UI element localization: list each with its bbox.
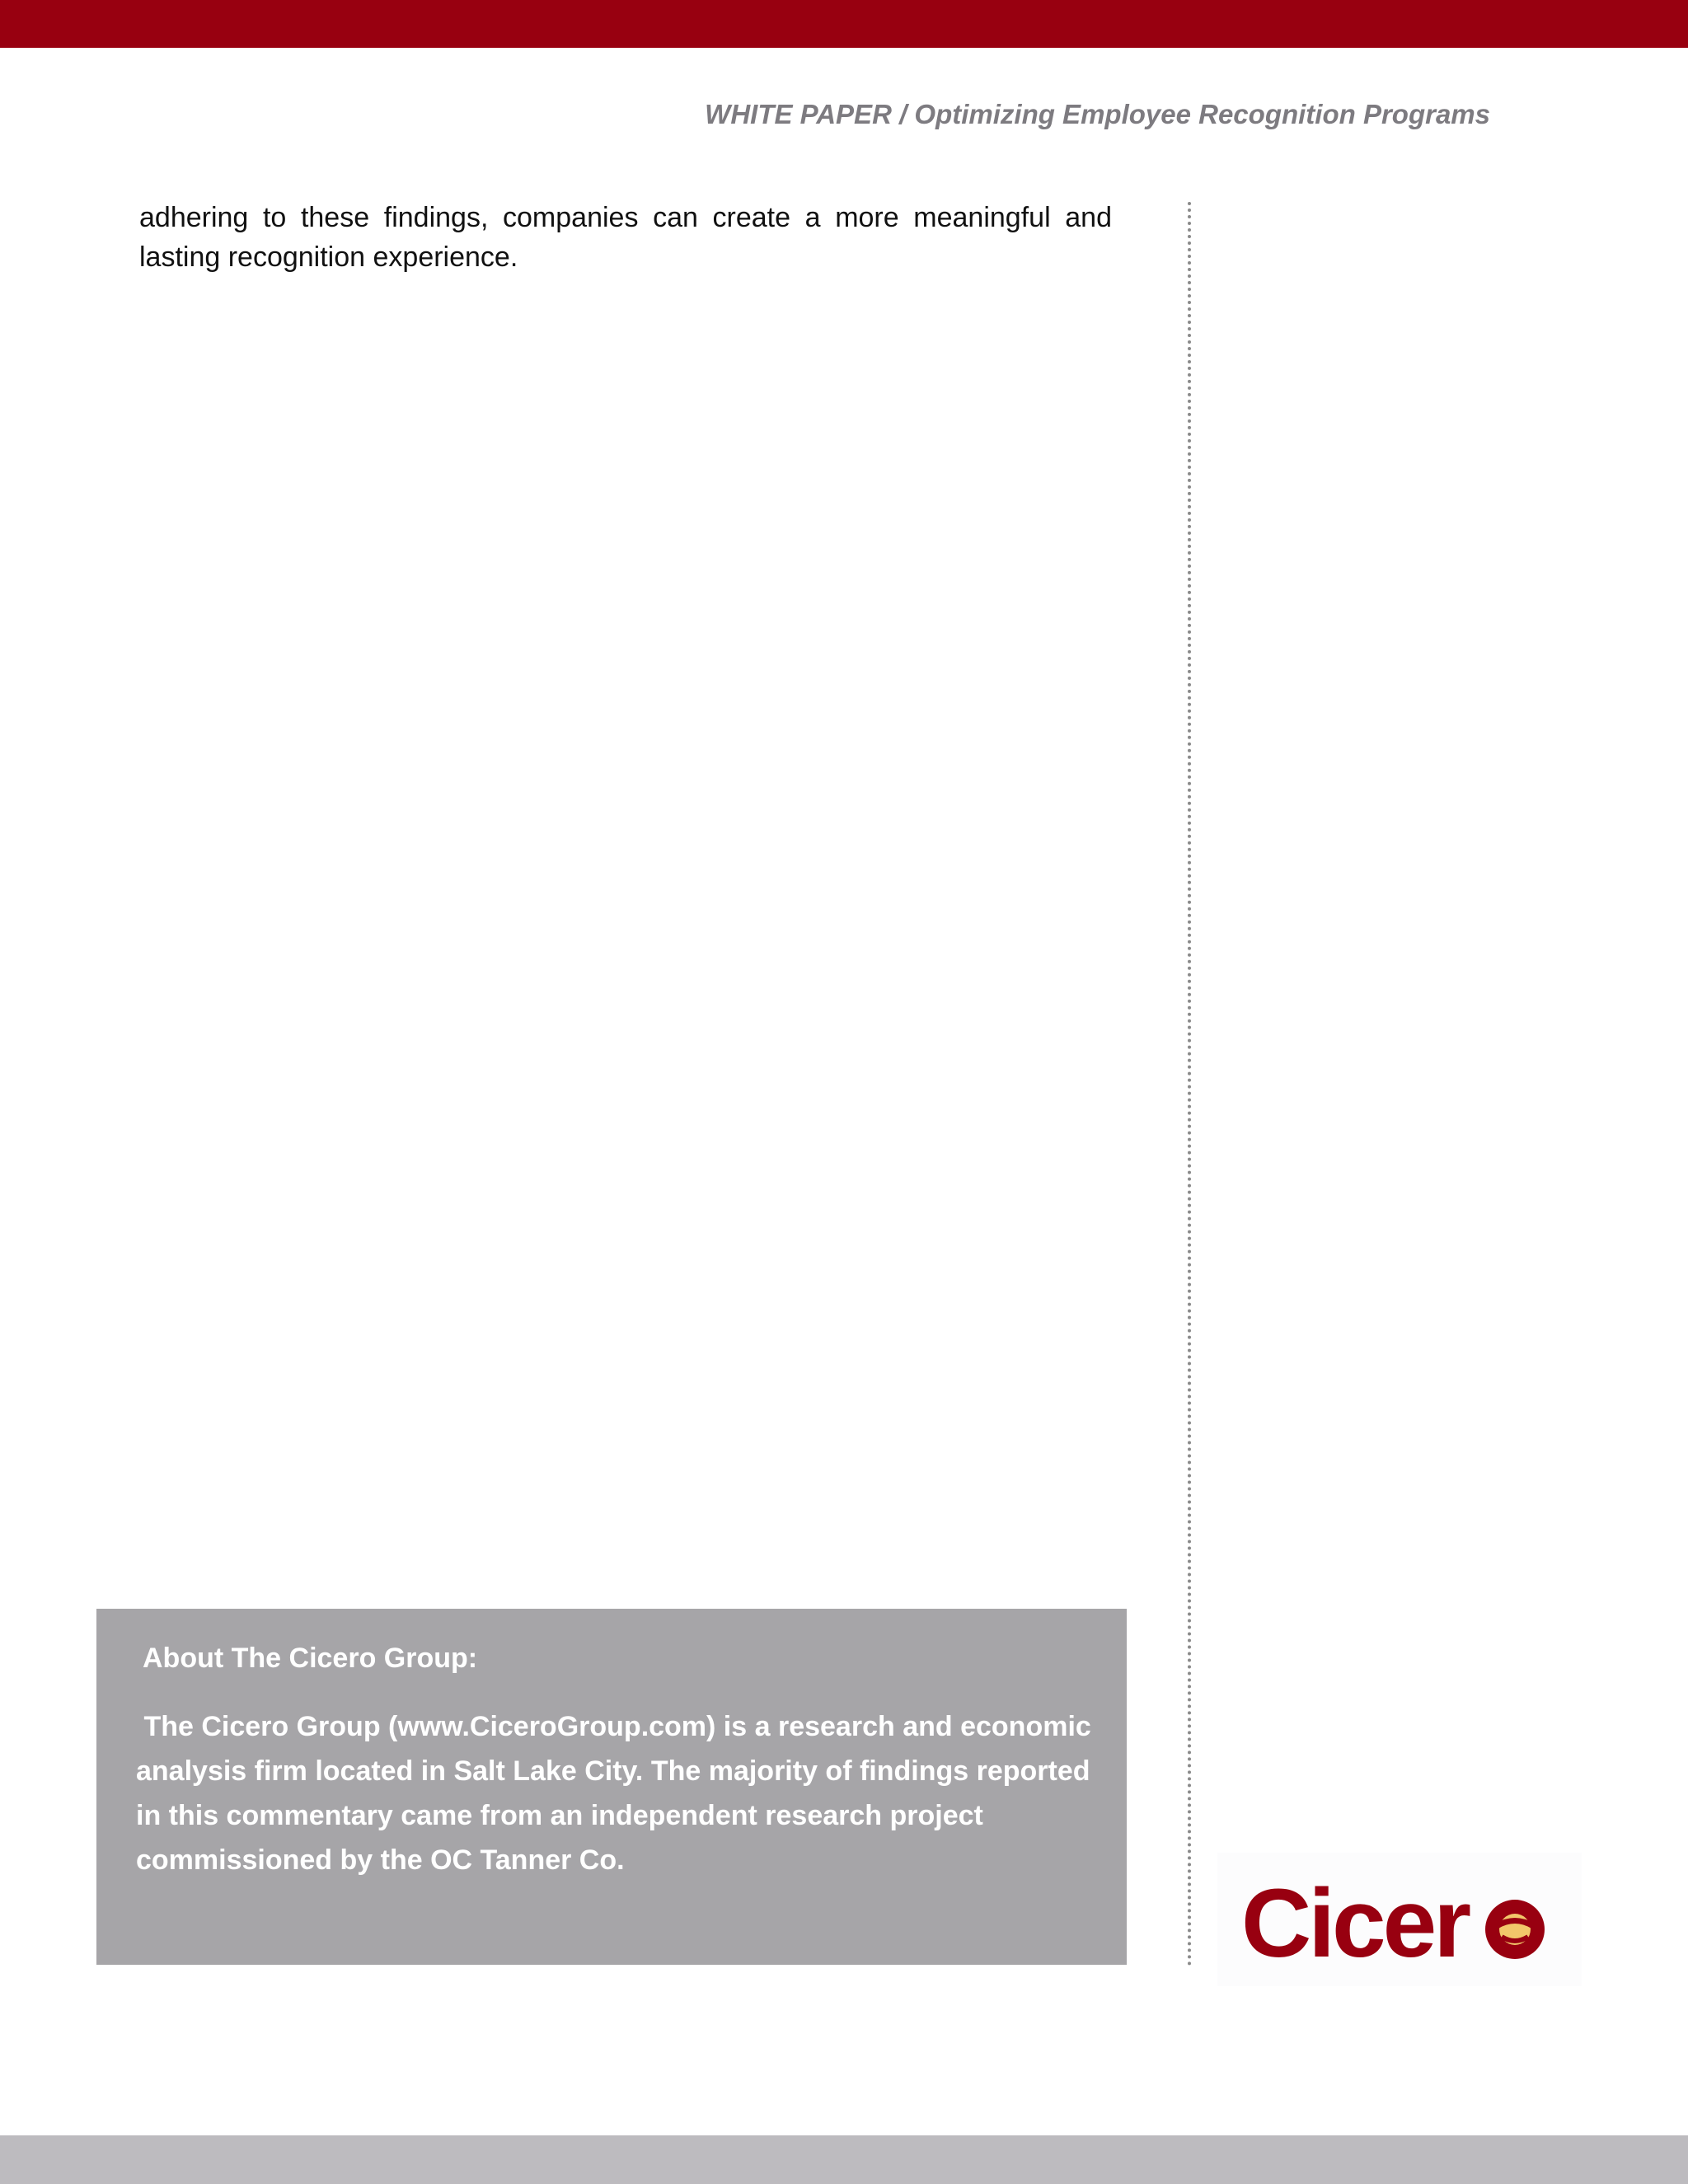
bottom-footer-bar [0,2135,1688,2184]
column-divider [1188,202,1191,1967]
cicero-logo [1217,1853,1582,1986]
top-brand-bar [0,0,1688,48]
about-title: About The Cicero Group: [143,1643,478,1674]
running-header: WHITE PAPER / Optimizing Employee Recognition Programs [705,99,1490,129]
about-text-content: The Cicero Group (www.CiceroGroup.com) is a research and economic analysis firm located in Salt Lake City. The majority of findings reported in this commentary came from an independent research project commissioned by the OC Tanner Co. [136,1711,1091,1876]
body-paragraph: adhering to these findings, companies can create a more meaningful and lasting recognition experience. [139,202,1112,273]
cicero-logo-icon [1235,1866,1564,1973]
about-box [96,1609,1127,1965]
about-text [136,1704,1092,1882]
logo-wordmark: Cicer [1241,1869,1469,1973]
